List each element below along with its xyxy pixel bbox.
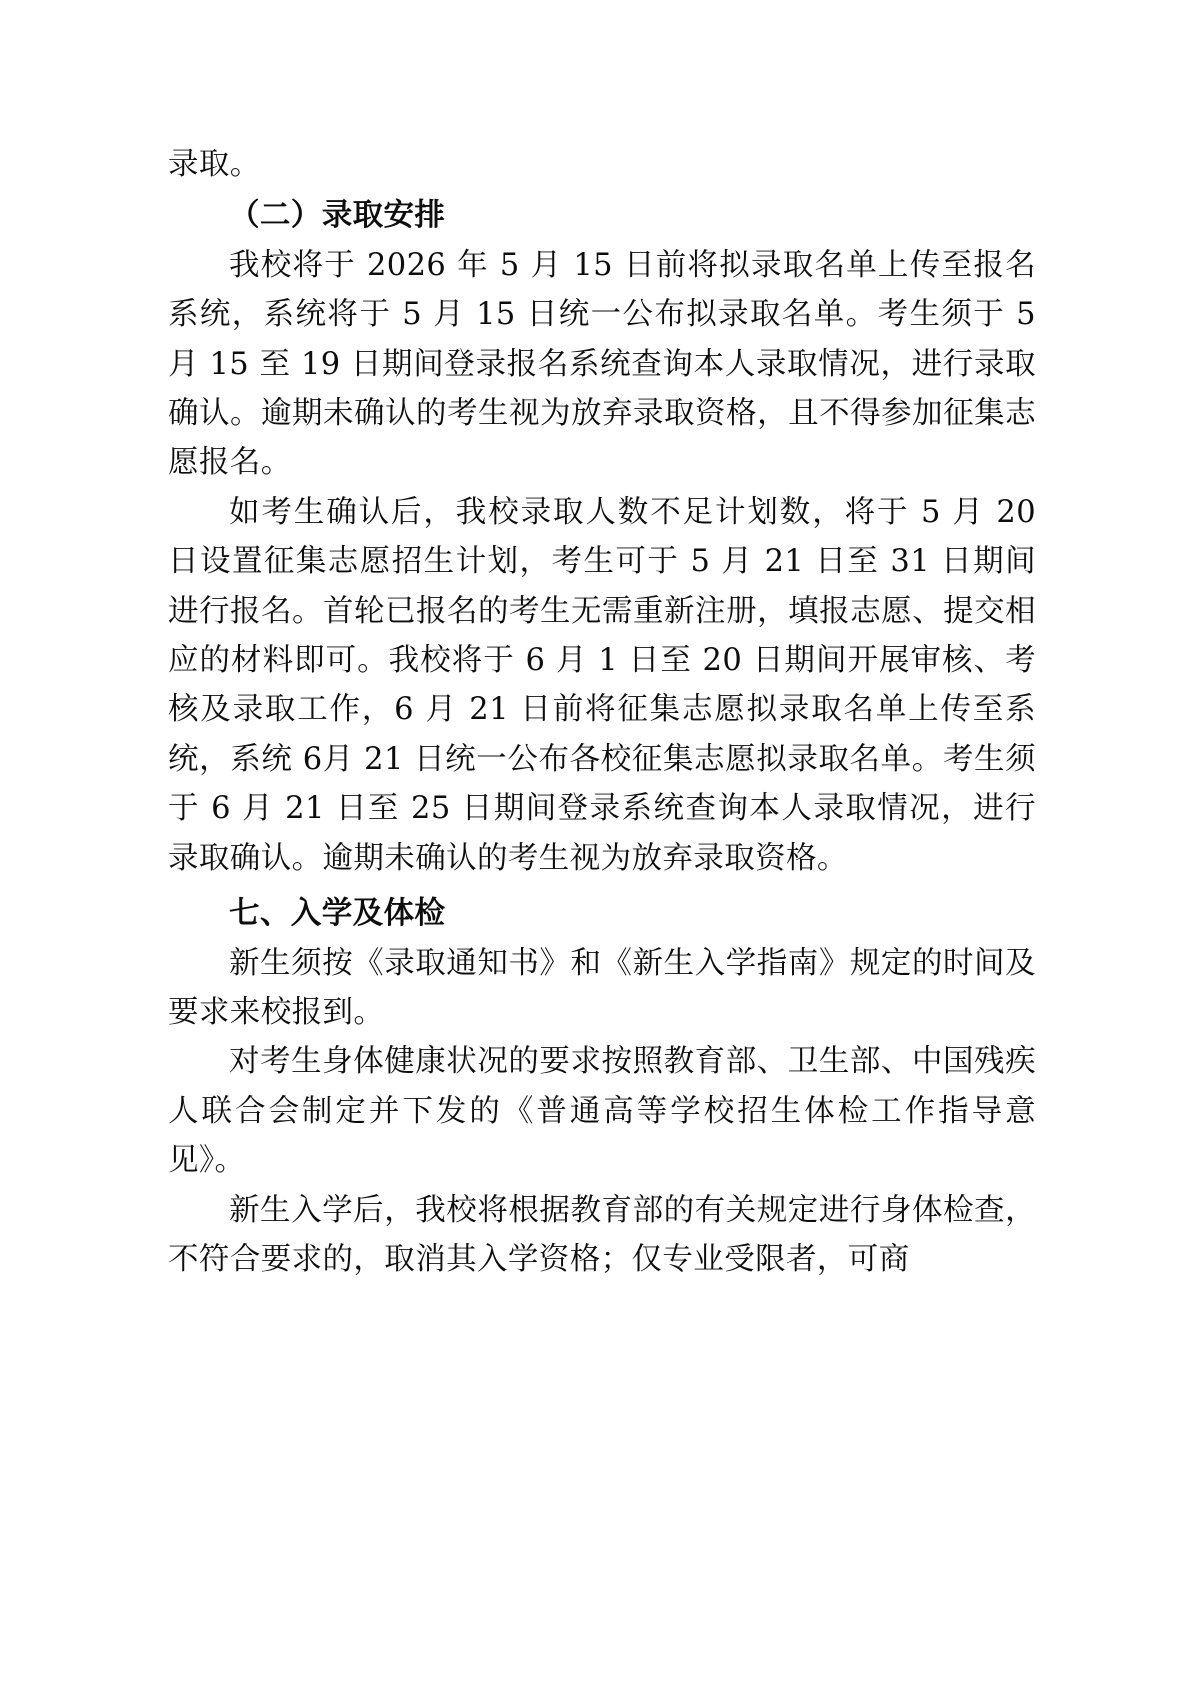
section-heading-enrollment-and-physical-exam: 七、入学及体检 bbox=[229, 895, 446, 932]
paragraph-admission-schedule: 我校将于 2026 年 5 月 15 日前将拟录取名单上传至报名系统，系统将于 5 月 15 日统一公布拟录取名单。考生须于 5 月 15 至 19 日期间登录报名系统查询本人录取情况，进行录取确认。逾期未确认的考生视为放弃录取资格，且不得参加征集志愿报名。 bbox=[168, 247, 1036, 481]
paragraph-health-requirements: 对考生身体健康状况的要求按照教育部、卫生部、中国残疾人联合会制定并下发的《普通高等学校招生体检工作指导意见》。 bbox=[168, 1044, 1036, 1179]
document-body bbox=[168, 140, 1036, 1284]
paragraph-supplementary-recruitment: 如考生确认后，我校录取人数不足计划数，将于 5 月 20 日设置征集志愿招生计划，考生可于 5 月 21 日至 31 日期间进行报名。首轮已报名的考生无需重新注册，填报志愿、提交相应的材料即可。我校将于 6 月 1 日至 20 日期间开展审核、考核及录取工作，6 月 21 日前将征集志愿拟录取名单上传至系统，系统 6月 21 日统一公布各校征集志愿拟录取名单。考生须于 6 月 21 日至 25 日期间登录系统查询本人录取情况，进行录取确认。逾期未确认的考生视为放弃录取资格。 bbox=[168, 494, 1036, 876]
paragraph-continuation: 录取。 bbox=[168, 147, 261, 182]
paragraph-report-to-school: 新生须按《录取通知书》和《新生入学指南》规定的时间及要求来校报到。 bbox=[168, 945, 1036, 1030]
paragraph-post-enrollment-check: 新生入学后，我校将根据教育部的有关规定进行身体检查，不符合要求的，取消其入学资格；仅专业受限者，可商 bbox=[168, 1192, 1036, 1277]
section-heading-recruitment-arrangement: （二）录取安排 bbox=[229, 197, 446, 234]
